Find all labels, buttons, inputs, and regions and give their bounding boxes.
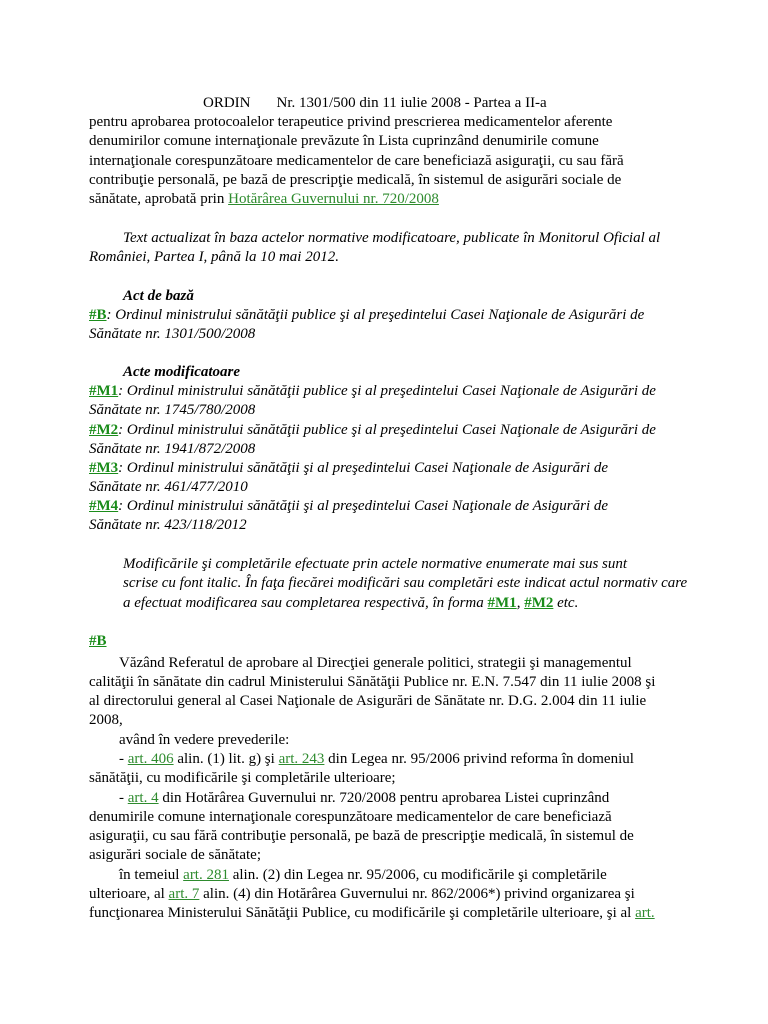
m3-text: : Ordinul ministrului sănătăţii şi al preşedintelui Casei Naţionale de Asigurări de [118,460,609,476]
updated-note-line-2: României, Partea I, până la 10 mai 2012. [89,249,339,265]
body-p1-line-2: calităţii în sănătate din cadrul Ministerului Sănătăţii Publice nr. E.N. 7.547 din 11 iulie 2008 şi [89,674,656,690]
base-act-heading: Act de bază [123,288,194,304]
ordin-word: ORDIN [203,95,251,111]
tag-m2-link[interactable]: #M2 [89,422,119,438]
tag-m1-example-link[interactable]: #M1 [487,595,517,611]
body-p3-line-1 [119,866,607,885]
body-p2: având în vedere prevederile: [119,732,290,748]
modifying-act-m4-line-2: Sănătate nr. 423/118/2012 [89,517,247,533]
base-act-line-1 [89,306,644,325]
item2-dash: - [119,790,128,806]
modifying-act-m3-line-2: Sănătate nr. 461/477/2010 [89,479,248,495]
modifying-acts-heading: Acte modificatoare [123,364,241,380]
mods-note-line-3 [123,594,578,613]
mods-note-line-2: scrise cu font italic. În faţa fiecărei modificări sau completări este indicat actul normativ care [123,575,688,591]
tag-b-link[interactable]: #B [89,307,107,323]
mods-note-sep: , [516,595,525,611]
body-item2-line-1 [119,789,609,808]
hg-720-2008-link[interactable]: Hotărârea Guvernului nr. 720/2008 [228,191,439,207]
item2-rest: din Hotărârea Guvernului nr. 720/2008 pentru aprobarea Listei cuprinzând [158,790,610,806]
tag-m2-example-link[interactable]: #M2 [524,595,554,611]
body-p3-line-3 [89,904,655,923]
p3-line2-prefix: ulterioare, al [89,886,169,902]
p3-prefix: în temeiul [119,867,184,883]
p3-rest: alin. (2) din Legea nr. 95/2006, cu modificările şi completările [228,867,607,883]
body-p1-line-1: Văzând Referatul de aprobare al Direcţiei generale politici, strategii şi managementul [119,655,632,671]
base-act-text: : Ordinul ministrului sănătăţii publice şi al preşedintelui Casei Naţionale de Asigurări de [106,307,645,323]
body-p3-line-2 [89,885,635,904]
modifying-act-m2-line-2: Sănătate nr. 1941/872/2008 [89,441,256,457]
art-281-link[interactable]: art. 281 [183,867,229,883]
item1-dash: - [119,751,128,767]
body-item2-line-2: denumirile comune internaţionale corespunzătoare medicamentelor de care beneficiază [89,809,612,825]
modifying-act-m4-line-1 [89,497,608,516]
mods-note-line-1: Modificările şi completările efectuate prin actele normative enumerate mai sus sunt [123,556,628,572]
body-item1-line-2: sănătăţii, cu modificările şi completările ulterioare; [89,770,396,786]
modifying-act-m1-line-2: Sănătate nr. 1745/780/2008 [89,402,256,418]
order-number: Nr. 1301/500 din 11 iulie 2008 - Partea a II-a [276,95,547,111]
art-7-link[interactable]: art. 7 [168,886,200,902]
item1-mid: alin. (1) lit. g) şi [173,751,279,767]
art-406-link[interactable]: art. 406 [127,751,174,767]
art-243-link[interactable]: art. 243 [278,751,325,767]
tag-m1-link[interactable]: #M1 [89,383,119,399]
intro-line-5 [89,190,439,209]
modifying-act-m2-line-1 [89,421,656,440]
base-act-line-2: Sănătate nr. 1301/500/2008 [89,326,256,342]
modifying-act-m1-line-1 [89,382,656,401]
intro-line-2: denumirilor comune internaţionale prevăzute în Lista cuprinzând denumirile comune [89,133,599,149]
mods-note-suffix: etc. [553,595,579,611]
tag-m4-link[interactable]: #M4 [89,498,119,514]
art-next-link[interactable]: art. [635,905,655,921]
order-title [203,94,547,113]
intro-line-4: contribuţie personală, pe bază de prescripţie medicală, în sistemul de asigurări sociale de [89,172,622,188]
m4-text: : Ordinul ministrului sănătăţii şi al preşedintelui Casei Naţionale de Asigurări de [118,498,609,514]
m2-text: : Ordinul ministrului sănătăţii publice şi al preşedintelui Casei Naţionale de Asigurări de [118,422,656,438]
body-tag-line [89,632,107,651]
item1-rest: din Legea nr. 95/2006 privind reforma în domeniul [324,751,634,767]
intro-line-1: pentru aprobarea protocoalelor terapeutice privind prescrierea medicamentelor aferente [89,114,613,130]
p3-line3-prefix: funcţionarea Ministerului Sănătăţii Publice, cu modificările şi completările ulterioare, şi al [89,905,636,921]
p3-line2-rest: alin. (4) din Hotărârea Guvernului nr. 862/2006*) privind organizarea şi [199,886,635,902]
body-item1-line-1 [119,750,634,769]
intro-last-prefix: sănătate, aprobată prin [89,191,229,207]
art-4-link[interactable]: art. 4 [127,790,159,806]
body-item2-line-3: asiguraţii, cu sau fără contribuţie personală, pe bază de prescripţie medicală, în sistemul de [89,828,634,844]
updated-note-line-1: Text actualizat în baza actelor normative modificatoare, publicate în Monitorul Oficial al [123,230,661,246]
tag-m3-link[interactable]: #M3 [89,460,119,476]
body-p1-line-4: 2008, [89,712,123,728]
m1-text: : Ordinul ministrului sănătăţii publice şi al preşedintelui Casei Naţionale de Asigurări de [118,383,656,399]
modifying-act-m3-line-1 [89,459,608,478]
tag-b-body-link[interactable]: #B [89,633,107,649]
body-item2-line-4: asigurări sociale de sănătate; [89,847,262,863]
mods-note-prefix: a efectuat modificarea sau completarea respectivă, în forma [123,595,488,611]
body-p1-line-3: al directorului general al Casei Naţionale de Asigurări de Sănătate nr. D.G. 2.004 din 11 iulie [89,693,647,709]
intro-line-3: internaţionale corespunzătoare medicamentelor de care beneficiază asiguraţii, cu sau fără [89,153,624,169]
